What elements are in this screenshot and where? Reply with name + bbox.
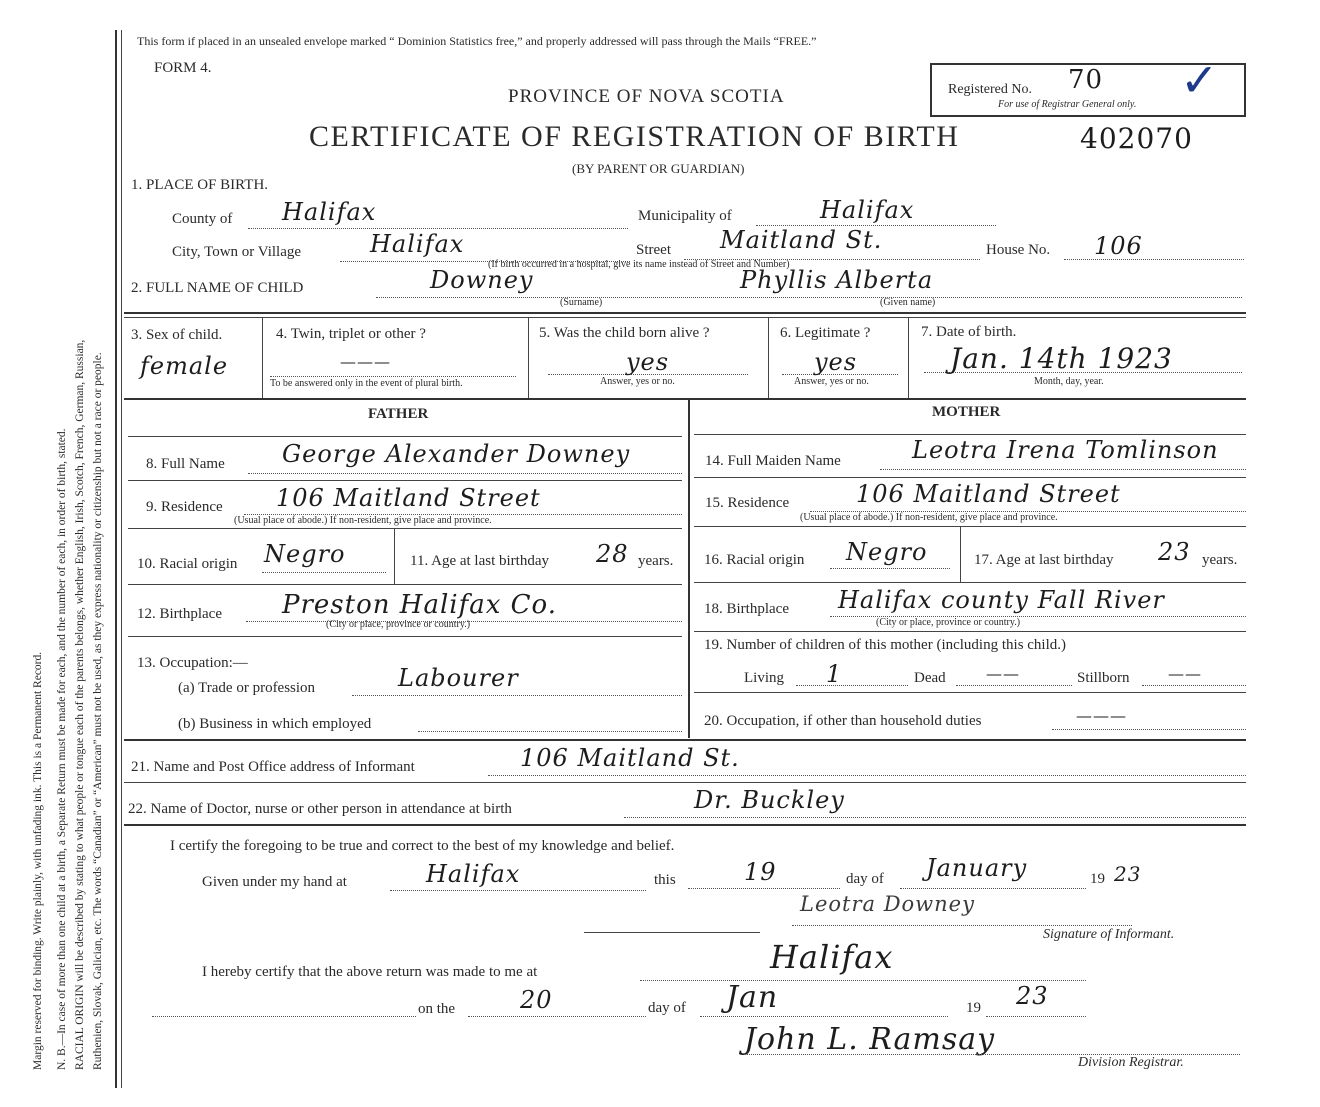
registrar-year-prefix: 19	[966, 1000, 981, 1016]
mother-residence-note: (Usual place of abode.) If non-resident, give place and province.	[800, 512, 1058, 523]
given-place-value: Halifax	[426, 860, 521, 888]
given-under-label: Given under my hand at	[202, 874, 347, 890]
given-caption: (Given name)	[880, 297, 936, 308]
stillborn-label: Stillborn	[1077, 670, 1130, 686]
on-the-label: on the	[418, 1001, 456, 1017]
registrar-signature: John L. Ramsay	[744, 1022, 996, 1057]
margin-note-binding: Margin reserved for binding. Write plainly, with unfading ink. This is a Permanent Record.	[32, 651, 44, 1070]
registrar-day-of-label: day of	[648, 1000, 686, 1016]
certify-year-value: 23	[1114, 862, 1142, 886]
mother-birthplace-value: Halifax county Fall River	[838, 586, 1165, 614]
county-label: County of	[172, 211, 233, 227]
sex-label: 3. Sex of child.	[131, 327, 223, 343]
living-value: 1	[826, 660, 843, 688]
certificate-title: CERTIFICATE OF REGISTRATION OF BIRTH	[309, 120, 960, 153]
house-value: 106	[1094, 232, 1143, 260]
mother-age-years: years.	[1202, 552, 1238, 568]
register-label: Registered No.	[948, 82, 1032, 97]
alive-note: Answer, yes or no.	[600, 376, 675, 387]
check-mark-icon: ✓	[1180, 55, 1219, 106]
house-label: House No.	[986, 242, 1051, 258]
mother-age-label: 17. Age at last birthday	[974, 552, 1114, 568]
dob-label: 7. Date of birth.	[921, 324, 1017, 340]
margin-rule	[115, 30, 117, 1088]
mother-occupation-label: 20. Occupation, if other than household duties	[704, 713, 982, 729]
mother-name-label: 14. Full Maiden Name	[705, 453, 841, 469]
hospital-note: (If birth occurred in a hospital, give its name instead of Street and Number)	[488, 259, 790, 270]
municipality-value: Halifax	[820, 196, 915, 224]
twin-label: 4. Twin, triplet or other ?	[276, 326, 426, 342]
surname-caption: (Surname)	[560, 297, 603, 308]
dob-note: Month, day, year.	[1034, 376, 1104, 387]
dead-label: Dead	[914, 670, 946, 686]
mother-occupation-value: ———	[1076, 706, 1127, 725]
mother-age-value: 23	[1158, 538, 1191, 566]
father-residence-note: (Usual place of abode.) If non-resident, give place and province.	[234, 515, 492, 526]
informant-value: 106 Maitland St.	[520, 744, 740, 772]
registrar-caption: Division Registrar.	[1078, 1055, 1184, 1070]
informant-signature-caption: Signature of Informant.	[1043, 927, 1175, 942]
alive-value: yes	[626, 348, 670, 376]
mailing-note: This form if placed in an unsealed envelope marked “ Dominion Statistics free,” and properly addressed will pass through the Mails “FREE.”	[137, 34, 817, 48]
mother-residence-label: 15. Residence	[705, 495, 790, 511]
informant-label: 21. Name and Post Office address of Informant	[131, 759, 415, 775]
father-race-value: Negro	[264, 540, 346, 568]
child-surname: Downey	[430, 266, 534, 294]
dead-value: ——	[986, 664, 1020, 683]
registrar-day-value: 20	[520, 986, 553, 1014]
father-residence-value: 106 Maitland Street	[276, 484, 541, 512]
place-heading: 1. PLACE OF BIRTH.	[131, 177, 269, 193]
province-heading: PROVINCE OF NOVA SCOTIA	[508, 86, 785, 107]
father-name-value: George Alexander Downey	[282, 440, 631, 468]
legitimate-label: 6. Legitimate ?	[780, 325, 871, 341]
street-label: Street	[636, 242, 671, 258]
children-count-label: 19. Number of children of this mother (including this child.)	[704, 637, 1067, 653]
father-occupation-label: 13. Occupation:—	[137, 655, 248, 671]
alive-label: 5. Was the child born alive ?	[539, 325, 710, 341]
doctor-value: Dr. Buckley	[694, 786, 845, 814]
city-label: City, Town or Village	[172, 244, 302, 260]
form-number: FORM 4.	[154, 60, 212, 76]
street-value: Maitland St.	[720, 226, 883, 254]
certify-text: I certify the foregoing to be true and correct to the best of my knowledge and belief.	[170, 838, 675, 854]
father-name-label: 8. Full Name	[146, 456, 225, 472]
registrar-place-value: Halifax	[770, 938, 894, 976]
margin-note-nationality: Ruthenien, Slovak, Galician, etc. The words “Canadian” or “American” must not be used, as they express nationality or citizenship but not a race or people.	[92, 352, 104, 1070]
father-age-value: 28	[596, 540, 629, 568]
mother-race-label: 16. Racial origin	[704, 552, 805, 568]
subtitle: (BY PARENT OR GUARDIAN)	[572, 161, 745, 176]
father-heading: FATHER	[368, 406, 429, 422]
municipality-label: Municipality of	[638, 208, 732, 224]
certify-month-value: January	[926, 854, 1028, 882]
child-given-name: Phyllis Alberta	[740, 266, 934, 294]
register-note: For use of Registrar General only.	[998, 99, 1137, 110]
doctor-label: 22. Name of Doctor, nurse or other person in attendance at birth	[128, 801, 512, 817]
father-birthplace-note: (City or place, province or country.)	[326, 619, 471, 630]
father-birthplace-label: 12. Birthplace	[137, 606, 222, 622]
legitimate-value: yes	[814, 348, 858, 376]
day-of-label: day of	[846, 871, 884, 887]
certificate-number: 402070	[1080, 122, 1193, 155]
mother-name-value: Leotra Irena Tomlinson	[912, 436, 1219, 464]
father-business-label: (b) Business in which employed	[178, 716, 372, 732]
informant-signature: Leotra Downey	[800, 892, 975, 916]
twin-value: ———	[340, 352, 391, 371]
certify-year-prefix: 19	[1090, 871, 1105, 887]
father-trade-label: (a) Trade or profession	[178, 680, 316, 696]
margin-note-racial-origin: RACIAL ORIGIN will be described by stating to what people or tongue each of the parents belongs, whether English, Irish, Scotch, French, German, Russian,	[74, 339, 86, 1070]
mother-birthplace-label: 18. Birthplace	[704, 601, 789, 617]
city-value: Halifax	[370, 230, 465, 258]
father-residence-label: 9. Residence	[146, 499, 223, 515]
margin-rule-inner	[121, 30, 122, 1088]
legitimate-note: Answer, yes or no.	[794, 376, 869, 387]
margin-note-multiple-births: N. B.—In case of more than one child at a birth, a Separate Return must be made for each, and the number of each, in order of birth, stated.	[56, 428, 68, 1070]
registrar-year-value: 23	[1016, 982, 1049, 1010]
dob-value: Jan. 14th 1923	[950, 342, 1173, 375]
certify-day-value: 19	[744, 858, 777, 886]
registrar-certify-text: I hereby certify that the above return was made to me at	[202, 964, 538, 980]
father-race-label: 10. Racial origin	[137, 556, 238, 572]
child-name-label: 2. FULL NAME OF CHILD	[131, 280, 304, 296]
registrar-month-value: Jan	[726, 980, 779, 1015]
mother-race-value: Negro	[846, 538, 928, 566]
mother-residence-value: 106 Maitland Street	[856, 480, 1121, 508]
twin-note: To be answered only in the event of plural birth.	[270, 378, 463, 389]
county-value: Halifax	[282, 198, 377, 226]
stillborn-value: ——	[1168, 664, 1202, 683]
register-value: 70	[1068, 65, 1104, 95]
this-label: this	[654, 872, 676, 888]
sex-value: female	[140, 352, 229, 380]
mother-heading: MOTHER	[932, 404, 1001, 420]
father-trade-value: Labourer	[398, 664, 519, 692]
register-box	[930, 55, 1246, 117]
living-label: Living	[744, 670, 784, 686]
father-birthplace-value: Preston Halifax Co.	[282, 590, 557, 620]
father-age-label: 11. Age at last birthday	[410, 553, 549, 569]
mother-birthplace-note: (City or place, province or country.)	[876, 617, 1021, 628]
father-age-years: years.	[638, 553, 674, 569]
